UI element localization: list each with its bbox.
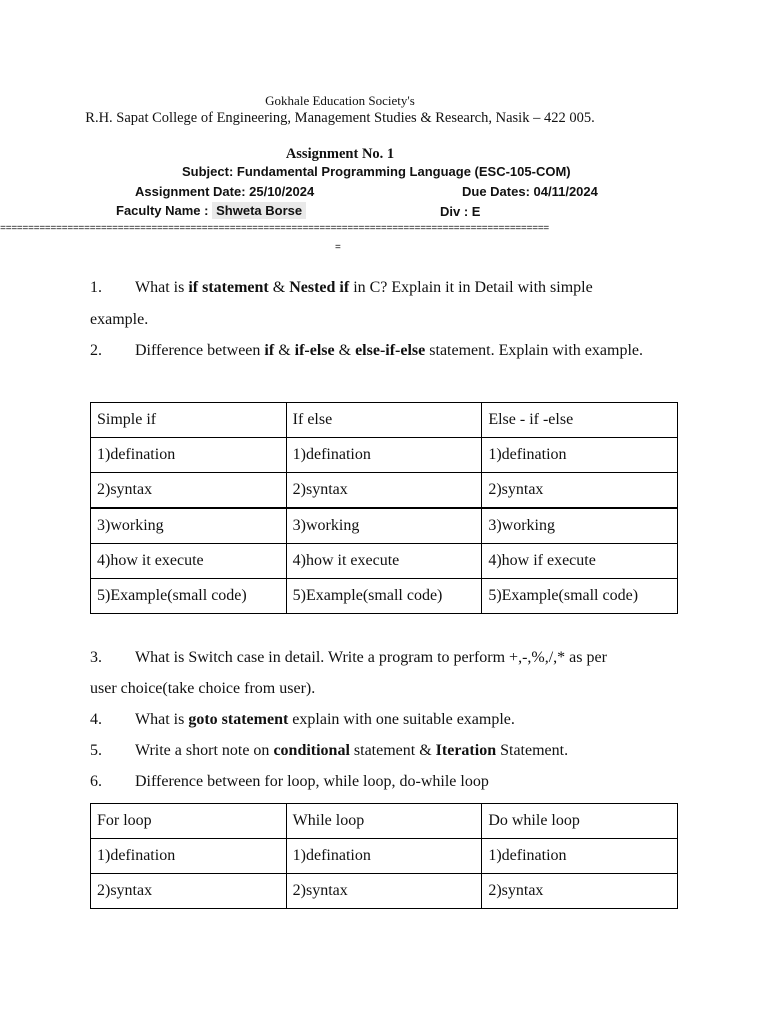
table-row — [91, 804, 678, 839]
table-row — [91, 874, 678, 909]
table-cell: 2)syntax — [91, 874, 287, 909]
question-number: 5. — [90, 742, 102, 759]
table-cell: 3)working — [482, 508, 678, 544]
question-number: 4. — [90, 711, 102, 728]
table-cell: 1)defination — [482, 438, 678, 473]
question-text: What is if statement & Nested if in C? Explain it in Detail with simple — [135, 279, 593, 296]
table-cell: 4)how it execute — [91, 544, 287, 579]
question-text-continued: user choice(take choice from user). — [90, 680, 316, 697]
table-cell: 4)how it execute — [286, 544, 482, 579]
table-cell: Do while loop — [482, 804, 678, 839]
question-text: Difference between for loop, while loop, do-while loop — [135, 773, 489, 790]
separator-tail: = — [335, 242, 341, 253]
faculty-name: Shweta Borse — [212, 202, 306, 219]
division: Div : E — [440, 204, 481, 219]
question-text: Difference between if & if-else & else-if-else statement. Explain with example. — [135, 342, 643, 359]
table-cell: 2)syntax — [286, 874, 482, 909]
table-cell: 4)how if execute — [482, 544, 678, 579]
question-number: 6. — [90, 773, 102, 790]
table-cell: 2)syntax — [482, 473, 678, 509]
question-number: 1. — [90, 279, 102, 296]
table-cell: 1)defination — [286, 839, 482, 874]
question-text: What is Switch case in detail. Write a program to perform +,-,%,/,* as per — [135, 649, 607, 666]
table-row — [91, 544, 678, 579]
table-cell: 5)Example(small code) — [91, 579, 287, 614]
table-cell: While loop — [286, 804, 482, 839]
table-cell: 5)Example(small code) — [482, 579, 678, 614]
faculty-line — [116, 203, 306, 218]
faculty-label: Faculty Name : — [116, 203, 209, 218]
table-row — [91, 473, 678, 509]
separator-line: ================================================================================================== — [0, 224, 549, 235]
assignment-title: Assignment No. 1 — [285, 146, 395, 162]
table-row — [91, 508, 678, 544]
college-name: R.H. Sapat College of Engineering, Management Studies & Research, Nasik – 422 005. — [85, 110, 595, 126]
subject-line: Subject: Fundamental Programming Language (ESC-105-COM) — [182, 164, 571, 179]
table-row — [91, 579, 678, 614]
due-date: Due Dates: 04/11/2024 — [462, 184, 598, 199]
table-row — [91, 839, 678, 874]
table-row — [91, 438, 678, 473]
table-cell: 2)syntax — [482, 874, 678, 909]
table-cell: If else — [286, 403, 482, 438]
table-cell: 3)working — [91, 508, 287, 544]
table-cell: 5)Example(small code) — [286, 579, 482, 614]
table-cell: 2)syntax — [91, 473, 287, 509]
table-cell: 1)defination — [91, 438, 287, 473]
table-cell: For loop — [91, 804, 287, 839]
society-name: Gokhale Education Society's — [265, 93, 415, 108]
table-cell: 1)defination — [482, 839, 678, 874]
question-text-continued: example. — [90, 311, 149, 328]
loop-comparison-table — [90, 803, 678, 909]
table-cell: Simple if — [91, 403, 287, 438]
assignment-date: Assignment Date: 25/10/2024 — [135, 184, 315, 199]
question-text: Write a short note on conditional statement & Iteration Statement. — [135, 742, 569, 759]
question-text: What is goto statement explain with one suitable example. — [135, 711, 515, 728]
table-cell: 3)working — [286, 508, 482, 544]
question-number: 3. — [90, 649, 102, 666]
table-cell: 1)defination — [286, 438, 482, 473]
if-comparison-table — [90, 402, 678, 614]
table-row — [91, 403, 678, 438]
question-number: 2. — [90, 342, 102, 359]
table-cell: 1)defination — [91, 839, 287, 874]
table-cell: Else - if -else — [482, 403, 678, 438]
table-cell: 2)syntax — [286, 473, 482, 509]
